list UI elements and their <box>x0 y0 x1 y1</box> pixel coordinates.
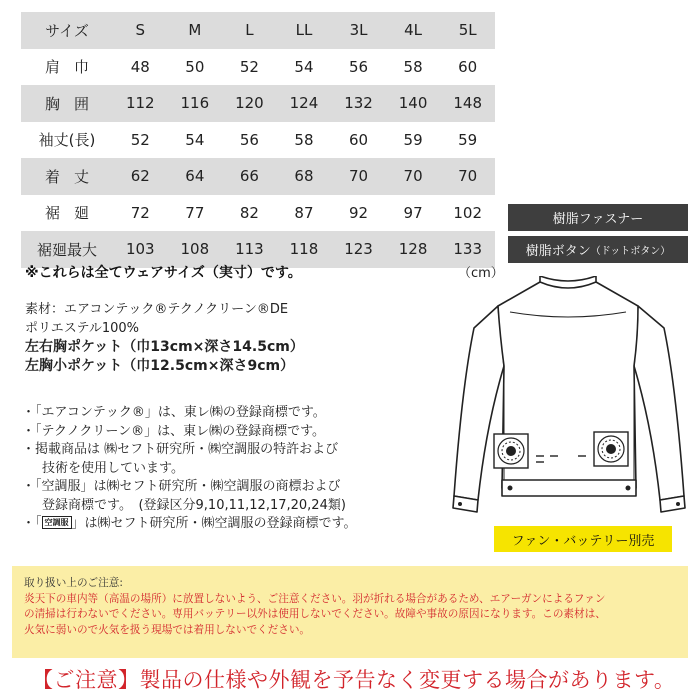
size-table <box>21 12 495 268</box>
right-sleeve <box>634 306 684 500</box>
jacket-back-illustration <box>440 276 700 522</box>
row-label: 裾廻 <box>44 204 103 223</box>
table-cell: 123 <box>331 231 386 268</box>
table-cell: 50 <box>185 57 205 76</box>
caution-title: 取り扱い上のご注意: <box>24 577 123 589</box>
trademark-notes <box>22 404 356 534</box>
left-sleeve <box>454 306 504 500</box>
trademark-line: ・掲載商品は ㈱セフト研究所・㈱空調服の特許および <box>22 442 339 457</box>
table-cell: 113 <box>222 231 277 268</box>
trademark-prefix: ・「 <box>22 516 42 531</box>
table-cell: 124 <box>277 85 332 122</box>
table-cell: 102 <box>453 203 482 222</box>
table-row <box>21 85 495 122</box>
table-cell: 116 <box>168 85 223 122</box>
table-cell: 58 <box>294 130 314 149</box>
size-table-header-row <box>21 12 495 49</box>
table-cell: 118 <box>277 231 332 268</box>
table-cell: 70 <box>440 158 495 195</box>
spec-change-notice: 【ご注意】製品の仕様や外観を予告なく変更する場合があります。 <box>32 668 676 692</box>
fan-left <box>494 434 528 468</box>
table-cell: 70 <box>386 158 441 195</box>
table-cell: 48 <box>130 57 150 76</box>
trademark-line: ・「エアコンテック®」は、東レ㈱の登録商標です。 <box>22 405 326 420</box>
row-label: 肩巾 <box>44 58 103 77</box>
table-cell: 54 <box>185 130 205 149</box>
material-info <box>25 300 304 376</box>
row-label: 袖丈(長) <box>38 131 96 150</box>
table-cell: 56 <box>239 130 259 149</box>
size-header-cell: L <box>222 12 277 49</box>
row-label: 裾廻最大 <box>21 231 113 268</box>
caution-box <box>12 566 688 658</box>
size-header-cell: 4L <box>386 12 441 49</box>
trademark-line: 登録商標です。 (登録区分9,10,11,12,17,20,24類) <box>42 497 346 513</box>
table-row <box>21 195 495 232</box>
jacket-hem <box>502 480 636 496</box>
fan-battery-label-text: ファン・バッテリー別売 <box>511 533 655 549</box>
fan-battery-label <box>494 526 672 552</box>
table-cell: 52 <box>239 57 259 76</box>
trademark-line: 技術を使用しています。 <box>42 460 184 476</box>
trademark-line: ・「空調服」は㈱セフト研究所・㈱空調服の商標および <box>22 479 341 494</box>
table-cell: 64 <box>168 158 223 195</box>
unit-label: （cm） <box>458 266 504 281</box>
trademark-line: ・「テクノクリーン®」は、東レ㈱の登録商標です。 <box>22 423 326 439</box>
table-cell: 148 <box>440 85 495 122</box>
size-header-cell: 3L <box>331 12 386 49</box>
table-cell: 54 <box>294 57 314 76</box>
table-cell: 103 <box>113 231 168 268</box>
table-cell: 132 <box>331 85 386 122</box>
material-line: ポリエステル100% <box>25 321 139 336</box>
caution-line: 炎天下の車内等（高温の場所）に放置しないよう、ご注意ください。羽が折れる場合があるため、エアーガンによるファン <box>24 592 606 605</box>
row-label: 胸囲 <box>21 85 113 122</box>
table-cell: 60 <box>458 57 478 76</box>
size-header-cell: S <box>113 12 168 49</box>
table-cell: 87 <box>294 203 314 222</box>
table-cell: 62 <box>113 158 168 195</box>
table-cell: 58 <box>403 57 423 76</box>
size-header-cell: LL <box>277 12 332 49</box>
table-row <box>21 49 495 86</box>
table-cell: 60 <box>348 130 369 149</box>
table-cell: 92 <box>348 203 369 222</box>
caution-line: 火気に弱いので火気を扱う現場では着用しないでください。 <box>24 623 311 636</box>
caution-line: の清掃は行わないでください。専用バッテリー以外は使用しないでください。故障や事故の原因になります。この素材は、 <box>24 608 606 620</box>
row-label: 着丈 <box>21 158 113 195</box>
table-cell: 72 <box>130 203 150 222</box>
table-cell: 97 <box>403 203 423 222</box>
size-header-label: サイズ <box>21 12 113 49</box>
table-cell: 59 <box>403 130 423 149</box>
trademark-line <box>22 515 356 534</box>
material-line: 素材：エアコンテック®テクノクリーン®DE <box>25 302 289 317</box>
table-cell: 70 <box>331 158 386 195</box>
table-cell: 77 <box>185 203 205 222</box>
fan-right <box>594 432 628 466</box>
fastener-label <box>508 204 688 231</box>
fastener-label-text: 樹脂ファスナー <box>552 212 644 227</box>
size-note: ※これらは全てウェアサイズ（実寸）です。 <box>25 265 302 281</box>
table-cell: 68 <box>277 158 332 195</box>
table-row <box>21 122 495 159</box>
table-row <box>21 158 495 195</box>
table-cell: 108 <box>168 231 223 268</box>
button-label-text: 樹脂ボタン <box>525 244 591 259</box>
table-cell: 140 <box>386 85 441 122</box>
table-cell: 82 <box>239 203 259 222</box>
table-cell: 133 <box>440 231 495 268</box>
size-header-cell: M <box>168 12 223 49</box>
pocket-info: 左右胸ポケット（巾13cm×深さ14.5cm） <box>25 339 304 355</box>
trademark-suffix: 」は㈱セフト研究所・㈱空調服の登録商標です。 <box>71 516 357 531</box>
table-cell: 66 <box>222 158 277 195</box>
size-header-cell: 5L <box>440 12 495 49</box>
table-cell: 120 <box>222 85 277 122</box>
table-cell: 128 <box>386 231 441 268</box>
table-cell: 52 <box>130 130 150 149</box>
table-cell: 112 <box>113 85 168 122</box>
button-label-sub: （ドットボタン） <box>590 246 671 257</box>
button-label <box>508 236 688 263</box>
table-cell: 59 <box>458 130 478 149</box>
kuchofuku-logo: 空調服 <box>42 516 72 529</box>
table-cell: 56 <box>348 57 369 76</box>
pocket-info: 左胸小ポケット（巾12.5cm×深さ9cm） <box>25 358 295 374</box>
